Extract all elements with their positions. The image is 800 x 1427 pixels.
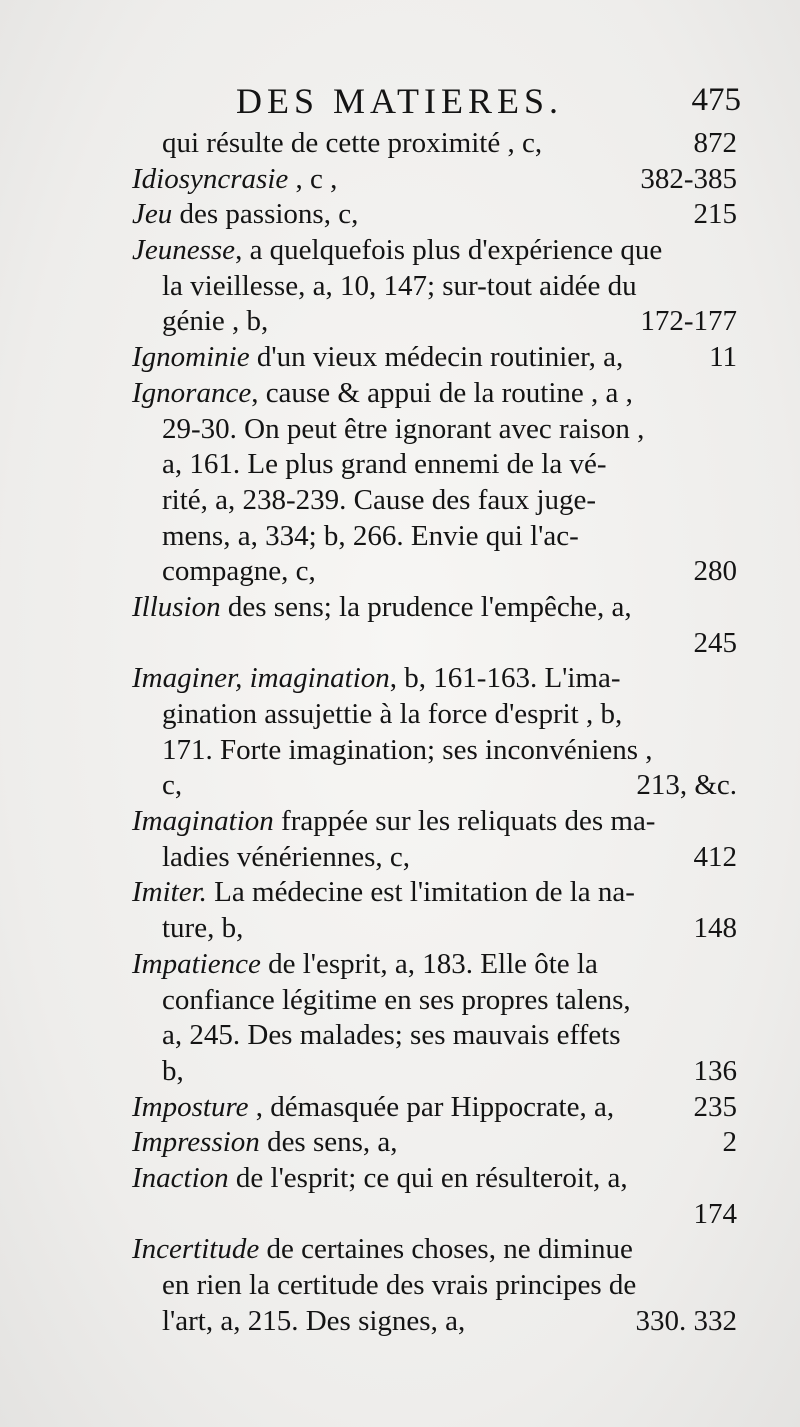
index-text: l'art, a, 215. Des signes, a, xyxy=(162,1304,466,1337)
index-term: Inaction xyxy=(132,1161,229,1194)
index-line xyxy=(132,840,737,876)
index-line xyxy=(132,376,737,412)
page-reference: 245 xyxy=(693,626,737,659)
index-line xyxy=(132,911,737,947)
index-text: frappée sur les reliquats des ma- xyxy=(273,805,656,838)
index-term: Impatience xyxy=(132,947,261,980)
index-term: Idiosyncrasie xyxy=(132,162,289,195)
index-text: a, 245. Des malades; ses mauvais effets xyxy=(162,1019,621,1052)
index-text: d'un vieux médecin routinier, a, xyxy=(249,341,624,374)
index-entries xyxy=(132,126,737,1339)
index-line xyxy=(132,340,737,376)
index-text: , cause & appui de la routine , a , xyxy=(251,376,633,409)
index-text: confiance légitime en ses propres talens, xyxy=(162,983,631,1016)
index-text: , c , xyxy=(288,162,338,195)
page-reference: 172-177 xyxy=(640,305,737,338)
index-term: Ignorance xyxy=(132,376,252,409)
index-line xyxy=(132,162,737,198)
index-term: Imposture xyxy=(132,1090,249,1123)
index-text: c, xyxy=(162,769,183,802)
index-text: des passions, c, xyxy=(172,198,359,231)
index-text: des sens; la prudence l'empêche, a, xyxy=(220,590,632,623)
index-line xyxy=(132,733,737,769)
index-term: Jeu xyxy=(132,198,173,231)
index-term: Jeunesse xyxy=(132,234,236,267)
index-text: La médecine est l'imitation de la na- xyxy=(206,876,635,909)
page-reference: 330. 332 xyxy=(635,1304,737,1337)
index-line xyxy=(132,197,737,233)
index-line xyxy=(132,304,737,340)
index-term: Imagination xyxy=(132,805,274,838)
index-text: b, xyxy=(162,1054,184,1087)
index-line xyxy=(132,126,737,162)
index-line xyxy=(132,447,737,483)
index-line xyxy=(132,626,737,662)
index-line xyxy=(132,1232,737,1268)
index-text: de l'esprit, a, 183. Elle ôte la xyxy=(260,947,598,980)
index-text: , a quelquefois plus d'expérience que xyxy=(235,234,663,267)
page-reference: 148 xyxy=(693,912,737,945)
index-text: 29-30. On peut être ignorant avec raison , xyxy=(162,412,645,445)
index-line xyxy=(132,483,737,519)
running-title: DES MATIERES. xyxy=(236,81,564,121)
page-reference: 11 xyxy=(709,341,737,374)
index-line xyxy=(132,1018,737,1054)
index-line xyxy=(132,1197,737,1233)
page-number: 475 xyxy=(691,82,741,118)
index-line xyxy=(132,233,737,269)
index-term: Ignominie xyxy=(132,341,250,374)
index-text: , démasquée par Hippocrate, a, xyxy=(248,1090,615,1123)
index-line xyxy=(132,947,737,983)
page-reference: 872 xyxy=(693,127,737,159)
index-line xyxy=(132,554,737,590)
index-line xyxy=(132,875,737,911)
index-text: en rien la certitude des vrais principes de xyxy=(162,1269,637,1301)
index-text: ture, b, xyxy=(162,912,244,945)
page-header xyxy=(236,80,741,130)
index-line xyxy=(132,590,737,626)
index-line xyxy=(132,1054,737,1090)
index-term: Impression xyxy=(132,1126,260,1159)
index-line xyxy=(132,768,737,804)
index-term: Imiter. xyxy=(132,876,207,909)
index-line xyxy=(132,1161,737,1197)
page-reference: 213, &c. xyxy=(636,769,737,802)
index-text: ladies vénériennes, c, xyxy=(162,840,411,873)
index-text: , b, 161-163. L'ima- xyxy=(389,662,621,695)
index-text: la vieillesse, a, 10, 147; sur-tout aidée du xyxy=(162,269,637,302)
index-term: Imaginer, imagination xyxy=(132,662,390,695)
index-text: mens, a, 334; b, 266. Envie qui l'ac- xyxy=(162,519,579,552)
index-term: Illusion xyxy=(132,590,221,623)
index-line xyxy=(132,1090,737,1126)
page-reference: 2 xyxy=(722,1126,737,1159)
index-line xyxy=(132,661,737,697)
index-text: de l'esprit; ce qui en résulteroit, a, xyxy=(228,1161,628,1194)
index-text: rité, a, 238-239. Cause des faux juge- xyxy=(162,483,597,516)
index-line xyxy=(132,983,737,1019)
index-text: qui résulte de cette proximité , c, xyxy=(162,127,543,159)
page-reference: 412 xyxy=(693,840,737,873)
index-line xyxy=(132,697,737,733)
index-line xyxy=(132,804,737,840)
index-text: gination assujettie à la force d'esprit , b, xyxy=(162,698,623,730)
index-line xyxy=(132,519,737,555)
index-text: génie , b, xyxy=(162,305,269,338)
index-line xyxy=(132,1268,737,1304)
index-text: a, 161. Le plus grand ennemi de la vé- xyxy=(162,448,607,481)
index-term: Incertitude xyxy=(132,1233,260,1266)
index-line xyxy=(132,269,737,305)
page-reference: 235 xyxy=(693,1090,737,1123)
index-text: des sens, a, xyxy=(259,1126,398,1159)
page-reference: 174 xyxy=(693,1197,737,1230)
page-reference: 382-385 xyxy=(640,162,737,195)
index-line xyxy=(132,1304,737,1340)
index-text: 171. Forte imagination; ses inconvéniens , xyxy=(162,733,653,766)
index-text: de certaines choses, ne diminue xyxy=(259,1233,633,1266)
page-reference: 136 xyxy=(693,1054,737,1087)
page-reference: 215 xyxy=(693,198,737,231)
index-text: compagne, c, xyxy=(162,555,316,588)
page-reference: 280 xyxy=(693,555,737,588)
index-line xyxy=(132,1125,737,1161)
index-line xyxy=(132,412,737,448)
